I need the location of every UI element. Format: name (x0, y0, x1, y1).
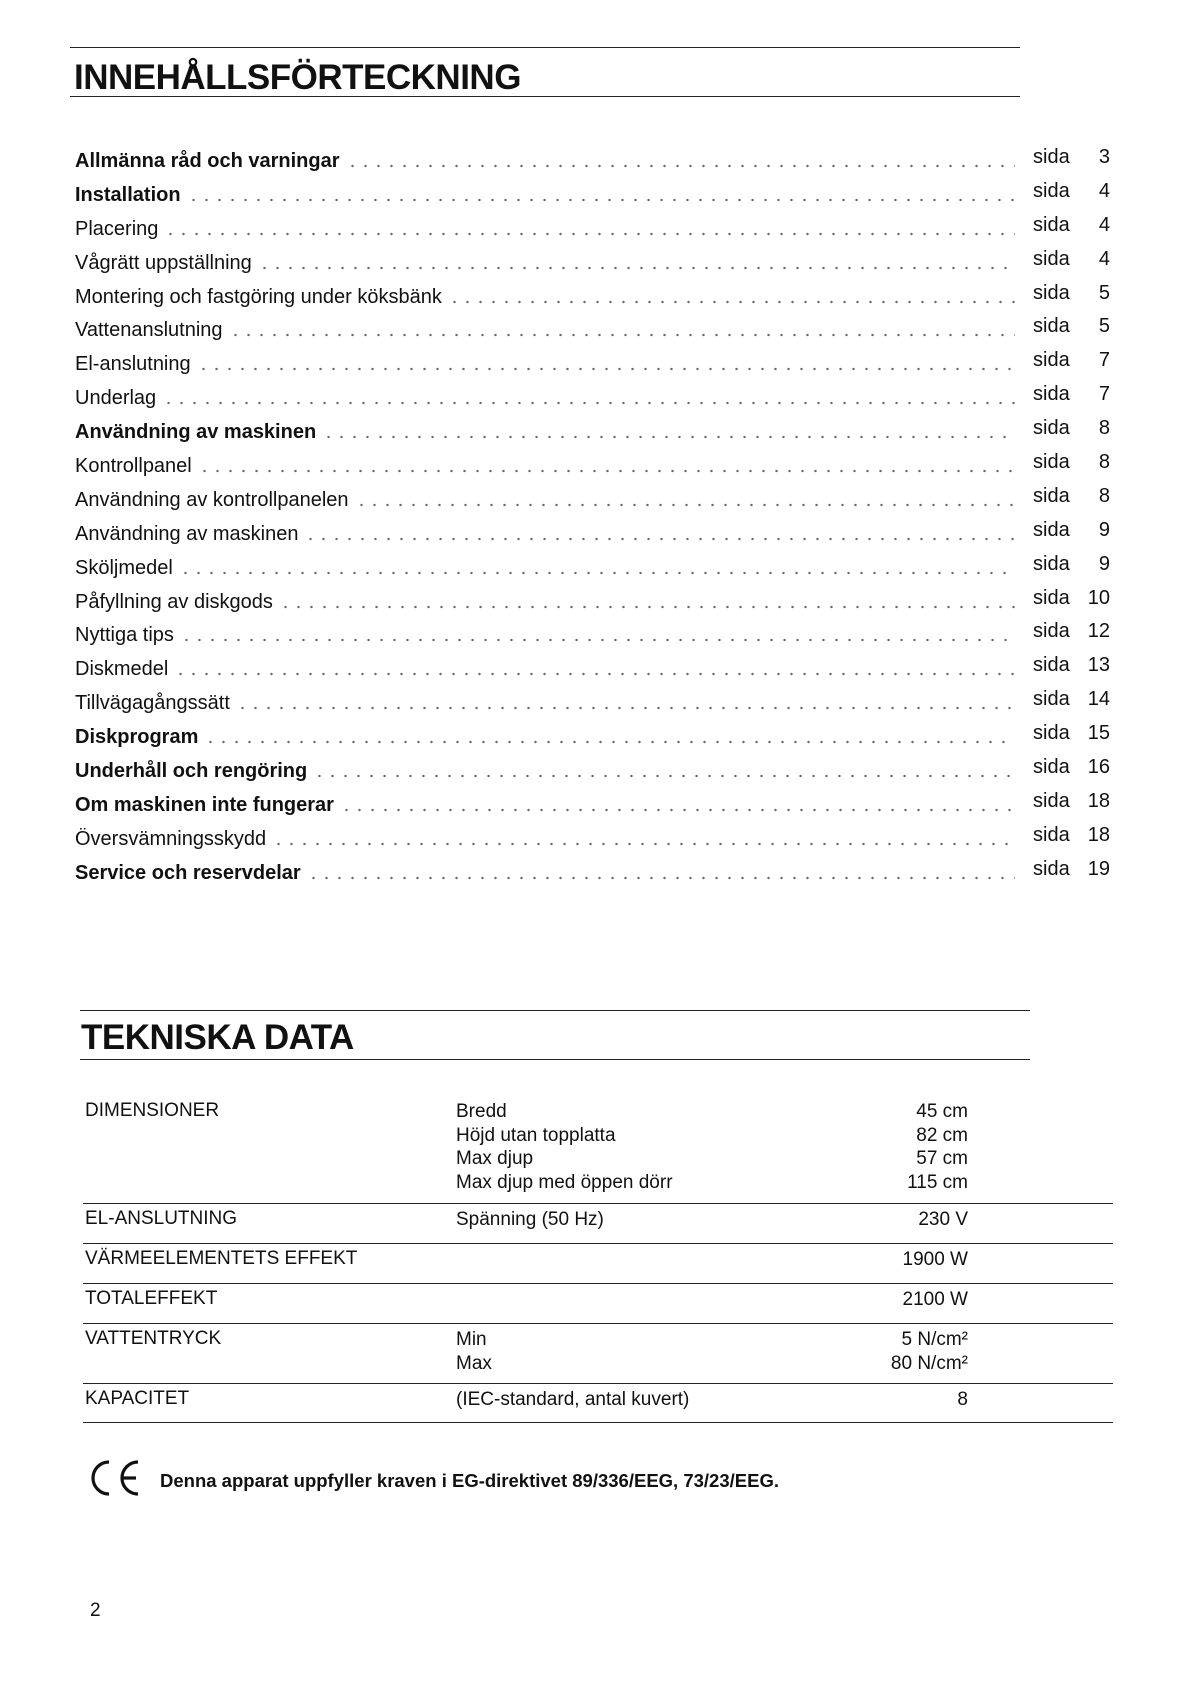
tech-values (848, 1100, 968, 1194)
toc-leader (75, 252, 1015, 276)
dot-leader (204, 739, 1015, 745)
toc-page-word: sida (1033, 857, 1070, 880)
dot-leader (322, 434, 1015, 440)
dot-leader (304, 536, 1015, 542)
tech-values (848, 1248, 968, 1272)
toc-leader (75, 624, 1015, 648)
toc-page-word: sida (1033, 688, 1070, 711)
toc-page-number: 8 (1098, 484, 1110, 507)
toc-top-rule (70, 47, 1020, 48)
toc-entry (75, 686, 1110, 720)
toc-page-number: 19 (1087, 857, 1110, 880)
tech-values (848, 1208, 968, 1232)
tech-params (456, 1328, 492, 1375)
toc-entry (75, 381, 1110, 415)
table-of-contents (75, 144, 1110, 890)
tech-value: 1900 W (902, 1249, 968, 1270)
toc-entry-label: Kontrollpanel (75, 455, 192, 478)
toc-page-word: sida (1033, 213, 1070, 236)
toc-entry (75, 720, 1110, 754)
toc-leader (75, 760, 1015, 784)
toc-leader (75, 591, 1015, 615)
toc-page-word: sida (1033, 756, 1070, 779)
tech-value: 45 cm (916, 1101, 968, 1122)
toc-entry (75, 822, 1110, 856)
toc-entry-label: Nyttiga tips (75, 624, 174, 647)
toc-leader (75, 726, 1015, 750)
toc-leader (75, 862, 1015, 886)
tech-value: 230 V (918, 1209, 968, 1230)
toc-page-number: 3 (1098, 146, 1110, 168)
ce-compliance-text: Denna apparat uppfyller kraven i EG-direktivet 89/336/EEG, 73/23/EEG. (160, 1470, 779, 1491)
tech-values (848, 1288, 968, 1312)
toc-leader (75, 455, 1015, 479)
tech-values (848, 1328, 968, 1375)
toc-page-number: 4 (1098, 213, 1110, 236)
toc-leader (75, 692, 1015, 716)
tech-param: Min (456, 1329, 487, 1350)
toc-page-word: sida (1033, 552, 1070, 575)
toc-entry (75, 144, 1110, 178)
tech-bottom-rule (80, 1059, 1030, 1060)
ce-mark-icon (84, 1456, 144, 1500)
dot-leader (272, 841, 1015, 847)
tech-data-title: TEKNISKA DATA (81, 1018, 354, 1057)
dot-leader (313, 773, 1015, 779)
toc-entry-label: Vattenanslutning (75, 319, 223, 342)
dot-leader (229, 332, 1015, 338)
toc-entry (75, 585, 1110, 619)
dot-leader (179, 570, 1015, 576)
tech-label: EL-ANSLUTNING (85, 1208, 238, 1229)
tech-params (456, 1388, 689, 1412)
toc-page-word: sida (1033, 823, 1070, 846)
tech-row-kap (83, 1384, 1113, 1423)
dot-leader (198, 468, 1015, 474)
dot-leader (355, 502, 1015, 508)
toc-page-number: 10 (1087, 586, 1110, 609)
toc-page-word: sida (1033, 247, 1070, 270)
toc-entry-label: Underlag (75, 387, 157, 410)
toc-entry-label: Påfyllning av diskgods (75, 590, 273, 613)
tech-value: 8 (957, 1389, 968, 1410)
toc-entry-label: Placering (75, 217, 159, 240)
toc-entry (75, 551, 1110, 585)
tech-param: Spänning (50 Hz) (456, 1209, 604, 1230)
toc-leader (75, 184, 1015, 208)
toc-leader (75, 523, 1015, 547)
tech-row-dim (83, 1100, 1113, 1204)
toc-entry-label: Diskmedel (75, 658, 169, 681)
toc-entry (75, 313, 1110, 347)
toc-page-word: sida (1033, 654, 1070, 677)
toc-page-word: sida (1033, 484, 1070, 507)
toc-leader (75, 658, 1015, 682)
dot-leader (236, 705, 1015, 711)
toc-leader (75, 387, 1015, 411)
dot-leader (346, 163, 1015, 169)
tech-row-el (83, 1204, 1113, 1244)
toc-leader (75, 557, 1015, 581)
toc-page-number: 9 (1098, 518, 1110, 541)
toc-entry (75, 449, 1110, 483)
tech-params (456, 1100, 673, 1194)
toc-page-word: sida (1033, 315, 1070, 338)
toc-entry-label: Översvämningsskydd (75, 827, 267, 850)
tech-param: Max djup med öppen dörr (456, 1171, 673, 1193)
toc-entry (75, 212, 1110, 246)
tech-row-varme (83, 1244, 1113, 1284)
toc-page-number: 15 (1087, 722, 1110, 745)
tech-row-total (83, 1284, 1113, 1324)
toc-entry (75, 652, 1110, 686)
dot-leader (174, 671, 1015, 677)
toc-entry-label: Om maskinen inte fungerar (75, 793, 334, 816)
toc-page-word: sida (1033, 417, 1070, 440)
tech-value: 115 cm (907, 1171, 968, 1193)
toc-bottom-rule (70, 96, 1020, 97)
toc-page-number: 7 (1098, 349, 1110, 372)
toc-entry (75, 856, 1110, 890)
tech-label: VÄRMEELEMENTETS EFFEKT (85, 1248, 358, 1269)
toc-leader (75, 421, 1015, 445)
toc-page-word: sida (1033, 281, 1070, 304)
dot-leader (197, 366, 1015, 372)
tech-label: VATTENTRYCK (85, 1328, 222, 1349)
tech-value: 5 N/cm² (901, 1329, 968, 1350)
toc-entry-label: Tillvägagångssätt (75, 692, 230, 715)
toc-page-word: sida (1033, 451, 1070, 474)
ce-statement (84, 1456, 779, 1500)
tech-label: DIMENSIONER (85, 1100, 220, 1121)
toc-entry-label: Installation (75, 183, 181, 206)
toc-entry-label: Användning av kontrollpanelen (75, 488, 349, 511)
toc-leader (75, 353, 1015, 377)
tech-param: Max (456, 1352, 492, 1374)
toc-page-number: 12 (1087, 620, 1110, 643)
toc-entry-label: Användning av maskinen (75, 522, 299, 545)
tech-top-rule (80, 1010, 1030, 1011)
toc-entry-label: Vågrätt uppställning (75, 251, 252, 274)
tech-label: KAPACITET (85, 1388, 190, 1409)
toc-entry-label: Underhåll och rengöring (75, 760, 308, 783)
dot-leader (162, 400, 1015, 406)
toc-entry-label: Montering och fastgöring under köksbänk (75, 285, 442, 308)
toc-entry-label: Användning av maskinen (75, 421, 317, 444)
toc-entry (75, 754, 1110, 788)
tech-value: 2100 W (902, 1289, 968, 1310)
toc-leader (75, 150, 1015, 174)
tech-values (848, 1388, 968, 1412)
page-number: 2 (90, 1600, 101, 1621)
dot-leader (180, 637, 1015, 643)
toc-leader (75, 218, 1015, 242)
toc-leader (75, 286, 1015, 310)
tech-data-table (83, 1100, 1113, 1423)
toc-leader (75, 489, 1015, 513)
toc-entry (75, 483, 1110, 517)
toc-page-number: 5 (1098, 315, 1110, 338)
toc-page-word: sida (1033, 349, 1070, 372)
toc-page-word: sida (1033, 789, 1070, 812)
toc-leader (75, 828, 1015, 852)
toc-entry-label: Service och reservdelar (75, 861, 301, 884)
dot-leader (279, 604, 1015, 610)
toc-leader (75, 319, 1015, 343)
toc-entry (75, 246, 1110, 280)
toc-page-word: sida (1033, 722, 1070, 745)
toc-page-word: sida (1033, 383, 1070, 406)
toc-page-number: 18 (1087, 823, 1110, 846)
tech-value: 82 cm (916, 1124, 968, 1146)
toc-page-number: 4 (1098, 179, 1110, 202)
dot-leader (448, 299, 1015, 305)
toc-page-word: sida (1033, 586, 1070, 609)
toc-entry (75, 280, 1110, 314)
toc-entry-label: El-anslutning (75, 353, 191, 376)
toc-entry-label: Diskprogram (75, 726, 199, 749)
toc-entry-label: Allmänna råd och varningar (75, 150, 340, 172)
tech-param: Höjd utan topplatta (456, 1124, 616, 1146)
toc-page-number: 5 (1098, 281, 1110, 304)
dot-leader (164, 231, 1015, 237)
toc-page-number: 7 (1098, 383, 1110, 406)
toc-page-word: sida (1033, 146, 1070, 168)
tech-param: Max djup (456, 1148, 534, 1169)
tech-label: TOTALEFFEKT (85, 1288, 218, 1309)
toc-page-number: 4 (1098, 247, 1110, 270)
toc-entry (75, 178, 1110, 212)
toc-entry (75, 788, 1110, 822)
toc-page-number: 16 (1087, 756, 1110, 779)
dot-leader (258, 265, 1015, 271)
dot-leader (340, 807, 1015, 813)
toc-entry (75, 415, 1110, 449)
toc-entry (75, 517, 1110, 551)
toc-page-number: 8 (1098, 451, 1110, 474)
dot-leader (307, 875, 1015, 881)
toc-page-number: 18 (1087, 789, 1110, 812)
toc-page-number: 9 (1098, 552, 1110, 575)
toc-page-number: 8 (1098, 417, 1110, 440)
toc-page-word: sida (1033, 620, 1070, 643)
dot-leader (187, 197, 1015, 203)
toc-title: INNEHÅLLSFÖRTECKNING (74, 58, 521, 97)
tech-value: 80 N/cm² (890, 1352, 968, 1374)
tech-params (456, 1208, 604, 1232)
toc-page-word: sida (1033, 179, 1070, 202)
tech-param: Bredd (456, 1101, 507, 1122)
tech-param: (IEC-standard, antal kuvert) (456, 1389, 690, 1410)
toc-leader (75, 794, 1015, 818)
toc-entry-label: Sköljmedel (75, 556, 173, 579)
toc-page-number: 14 (1087, 688, 1110, 711)
toc-entry (75, 618, 1110, 652)
tech-row-vatten (83, 1324, 1113, 1384)
toc-page-word: sida (1033, 518, 1070, 541)
toc-entry (75, 347, 1110, 381)
tech-value: 57 cm (916, 1148, 968, 1169)
toc-page-number: 13 (1087, 654, 1110, 677)
